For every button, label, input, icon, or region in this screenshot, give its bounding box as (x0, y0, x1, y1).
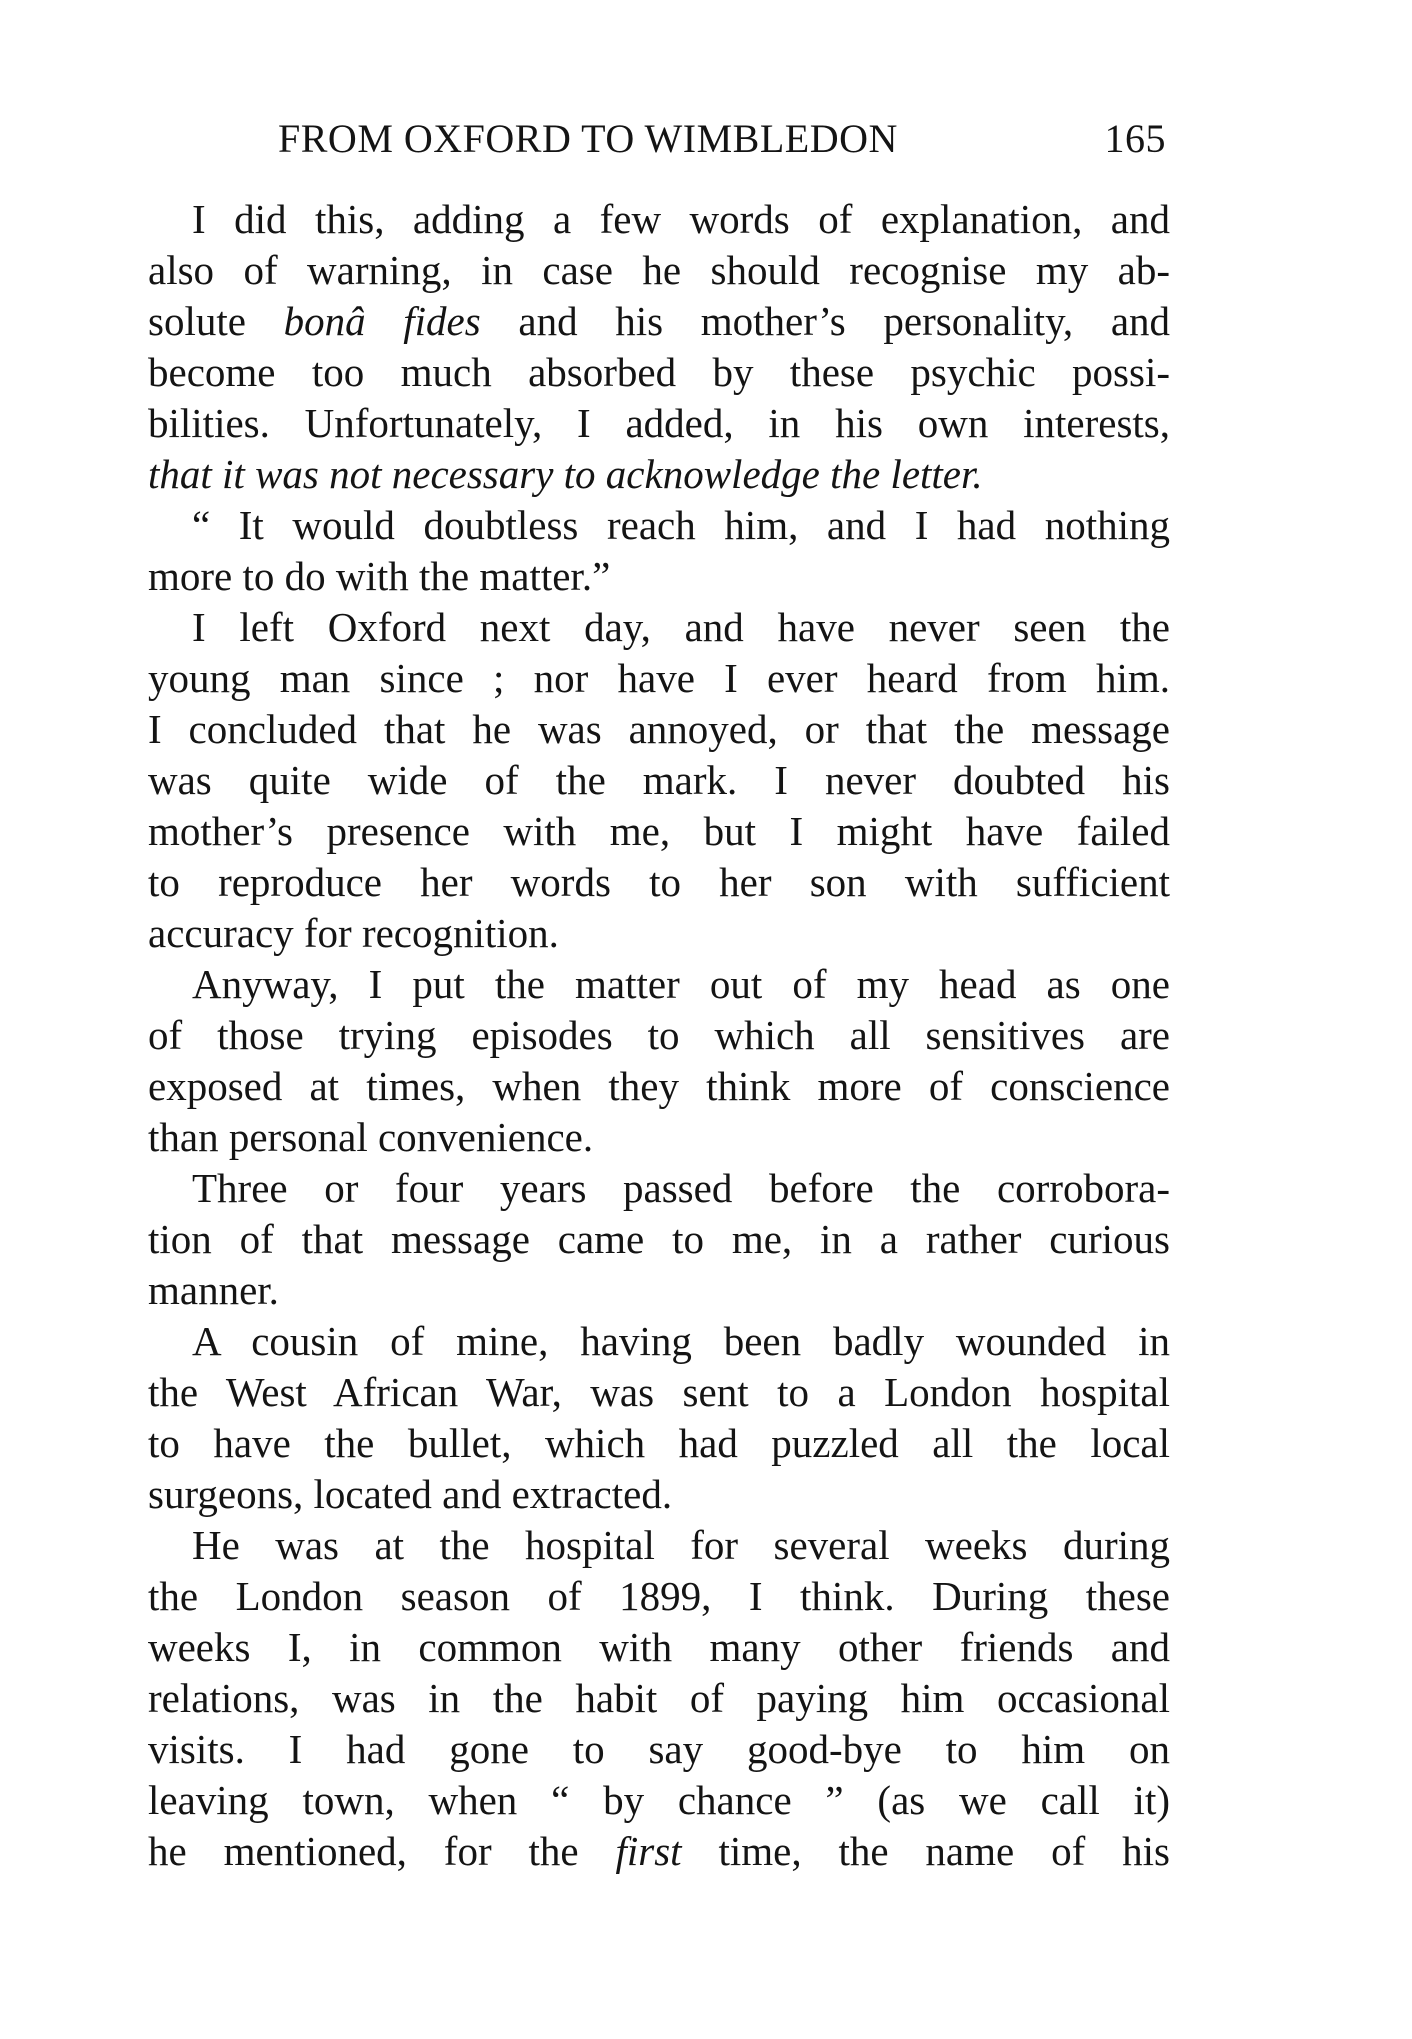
text-line: leaving town, when “ by chance ” (as we call it) (148, 1777, 1170, 1823)
running-header (262, 115, 1166, 175)
text-line: the London season of 1899, I think. During these (148, 1573, 1170, 1619)
text-line: bilities. Unfortunately, I added, in his own interests, (148, 400, 1170, 446)
text-line: manner. (148, 1267, 279, 1313)
text-line: he mentioned, for the first time, the name of his (148, 1828, 1170, 1874)
text-line: than personal convenience. (148, 1114, 594, 1160)
text-line: He was at the hospital for several weeks during (192, 1522, 1170, 1568)
text-line: to have the bullet, which had puzzled all the local (148, 1420, 1170, 1466)
text-line: Anyway, I put the matter out of my head as one (192, 961, 1170, 1007)
text-line: weeks I, in common with many other friends and (148, 1624, 1170, 1670)
text-line: visits. I had gone to say good-bye to him on (148, 1726, 1170, 1772)
text-line: solute bonâ fides and his mother’s personality, and (148, 298, 1171, 344)
text-line: I left Oxford next day, and have never seen the (192, 604, 1170, 650)
italic-phrase: bonâ fides (283, 298, 481, 344)
text-line: the West African War, was sent to a London hospital (148, 1369, 1170, 1415)
text-line: young man since ; nor have I ever heard from him. (148, 655, 1170, 701)
italic-phrase: that it was not necessary to acknowledge the letter. (148, 451, 983, 497)
text-line: accuracy for recognition. (148, 910, 559, 956)
page-number: 165 (1104, 116, 1166, 161)
text-line: relations, was in the habit of paying him occasional (148, 1675, 1170, 1721)
text-line: I did this, adding a few words of explanation, and (192, 196, 1170, 242)
text-line: become too much absorbed by these psychic possi- (148, 349, 1170, 395)
text-line: mother’s presence with me, but I might have failed (148, 808, 1170, 854)
text-line: of those trying episodes to which all sensitives are (148, 1012, 1170, 1058)
text-line: was quite wide of the mark. I never doubted his (148, 757, 1170, 803)
text-line: “ It would doubtless reach him, and I had nothing (192, 502, 1170, 548)
text-line: tion of that message came to me, in a rather curious (148, 1216, 1170, 1262)
text-line: also of warning, in case he should recognise my ab- (148, 247, 1170, 293)
text-line: surgeons, located and extracted. (148, 1471, 673, 1517)
text-line: exposed at times, when they think more of conscience (148, 1063, 1170, 1109)
body-text (148, 194, 1170, 1877)
italic-phrase: first (615, 1828, 682, 1874)
running-title: FROM OXFORD TO WIMBLEDON (278, 116, 898, 161)
text-line (148, 449, 1170, 500)
text-line: more to do with the matter.” (148, 553, 611, 599)
text-line: to reproduce her words to her son with sufficient (148, 859, 1170, 905)
text-line: A cousin of mine, having been badly wounded in (192, 1318, 1170, 1364)
text-line: Three or four years passed before the corrobora- (192, 1165, 1170, 1211)
text-line: I concluded that he was annoyed, or that the message (148, 706, 1170, 752)
